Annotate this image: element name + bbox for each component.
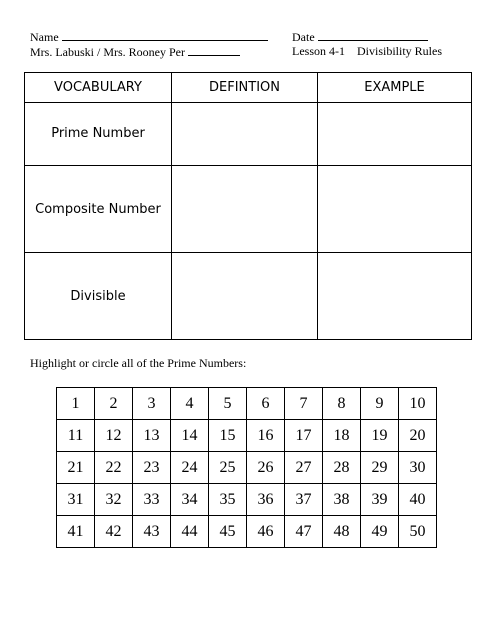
number-cell[interactable]: 15 xyxy=(209,420,247,452)
vocab-row xyxy=(25,165,472,253)
number-cell[interactable]: 49 xyxy=(361,516,399,548)
number-cell[interactable]: 44 xyxy=(171,516,209,548)
number-cell[interactable]: 12 xyxy=(95,420,133,452)
number-cell[interactable]: 5 xyxy=(209,388,247,420)
vocab-row xyxy=(25,253,472,340)
number-cell[interactable]: 11 xyxy=(57,420,95,452)
number-cell[interactable]: 35 xyxy=(209,484,247,516)
number-cell[interactable]: 26 xyxy=(247,452,285,484)
number-cell[interactable]: 16 xyxy=(247,420,285,452)
number-cell[interactable]: 41 xyxy=(57,516,95,548)
number-cell[interactable]: 18 xyxy=(323,420,361,452)
date-field[interactable] xyxy=(318,29,428,41)
vocabulary-table xyxy=(24,72,472,340)
date-line xyxy=(292,29,428,44)
grid-row xyxy=(57,516,437,548)
number-cell[interactable]: 21 xyxy=(57,452,95,484)
number-cell[interactable]: 10 xyxy=(399,388,437,420)
number-cell[interactable]: 23 xyxy=(133,452,171,484)
number-cell[interactable]: 14 xyxy=(171,420,209,452)
date-label: Date xyxy=(292,30,315,44)
number-cell[interactable]: 25 xyxy=(209,452,247,484)
number-cell[interactable]: 7 xyxy=(285,388,323,420)
teacher-line xyxy=(30,44,240,59)
number-cell[interactable]: 34 xyxy=(171,484,209,516)
number-cell[interactable]: 36 xyxy=(247,484,285,516)
teacher-label: Mrs. Labuski / Mrs. Rooney Per xyxy=(30,45,185,59)
number-cell[interactable]: 50 xyxy=(399,516,437,548)
name-field[interactable] xyxy=(62,29,268,41)
number-cell[interactable]: 30 xyxy=(399,452,437,484)
number-cell[interactable]: 24 xyxy=(171,452,209,484)
vocab-header-cell: VOCABULARY xyxy=(25,73,172,103)
number-cell[interactable]: 47 xyxy=(285,516,323,548)
example-cell[interactable] xyxy=(318,103,472,165)
grid-row xyxy=(57,484,437,516)
grid-row xyxy=(57,420,437,452)
number-cell[interactable]: 37 xyxy=(285,484,323,516)
number-cell[interactable]: 17 xyxy=(285,420,323,452)
number-cell[interactable]: 42 xyxy=(95,516,133,548)
number-cell[interactable]: 27 xyxy=(285,452,323,484)
number-cell[interactable]: 45 xyxy=(209,516,247,548)
number-cell[interactable]: 39 xyxy=(361,484,399,516)
number-cell[interactable]: 32 xyxy=(95,484,133,516)
example-cell[interactable] xyxy=(318,165,472,253)
number-cell[interactable]: 40 xyxy=(399,484,437,516)
vocab-term: Divisible xyxy=(25,253,172,340)
vocab-term: Prime Number xyxy=(25,103,172,165)
definition-cell[interactable] xyxy=(172,253,318,340)
vocab-row xyxy=(25,103,472,165)
number-cell[interactable]: 28 xyxy=(323,452,361,484)
number-cell[interactable]: 8 xyxy=(323,388,361,420)
definition-cell[interactable] xyxy=(172,165,318,253)
number-cell[interactable]: 13 xyxy=(133,420,171,452)
number-cell[interactable]: 3 xyxy=(133,388,171,420)
number-grid xyxy=(56,387,437,548)
period-field[interactable] xyxy=(188,44,240,56)
number-cell[interactable]: 43 xyxy=(133,516,171,548)
number-cell[interactable]: 31 xyxy=(57,484,95,516)
lesson-line xyxy=(292,44,442,58)
example-cell[interactable] xyxy=(318,253,472,340)
number-cell[interactable]: 29 xyxy=(361,452,399,484)
vocab-header-cell: DEFINTION xyxy=(172,73,318,103)
lesson-number: Lesson 4-1 xyxy=(292,44,345,58)
vocab-term: Composite Number xyxy=(25,165,172,253)
name-line xyxy=(30,29,268,44)
vocab-header-row xyxy=(25,73,472,103)
grid-row xyxy=(57,452,437,484)
vocab-header-cell: EXAMPLE xyxy=(318,73,472,103)
grid-row xyxy=(57,388,437,420)
number-cell[interactable]: 33 xyxy=(133,484,171,516)
number-cell[interactable]: 4 xyxy=(171,388,209,420)
number-cell[interactable]: 22 xyxy=(95,452,133,484)
number-cell[interactable]: 1 xyxy=(57,388,95,420)
number-cell[interactable]: 19 xyxy=(361,420,399,452)
number-cell[interactable]: 9 xyxy=(361,388,399,420)
lesson-title: Divisibility Rules xyxy=(357,44,443,58)
number-cell[interactable]: 48 xyxy=(323,516,361,548)
number-cell[interactable]: 2 xyxy=(95,388,133,420)
number-cell[interactable]: 38 xyxy=(323,484,361,516)
number-cell[interactable]: 46 xyxy=(247,516,285,548)
instructions: Highlight or circle all of the Prime Numbers: xyxy=(30,356,247,370)
definition-cell[interactable] xyxy=(172,103,318,165)
number-cell[interactable]: 20 xyxy=(399,420,437,452)
name-label: Name xyxy=(30,30,59,44)
number-cell[interactable]: 6 xyxy=(247,388,285,420)
